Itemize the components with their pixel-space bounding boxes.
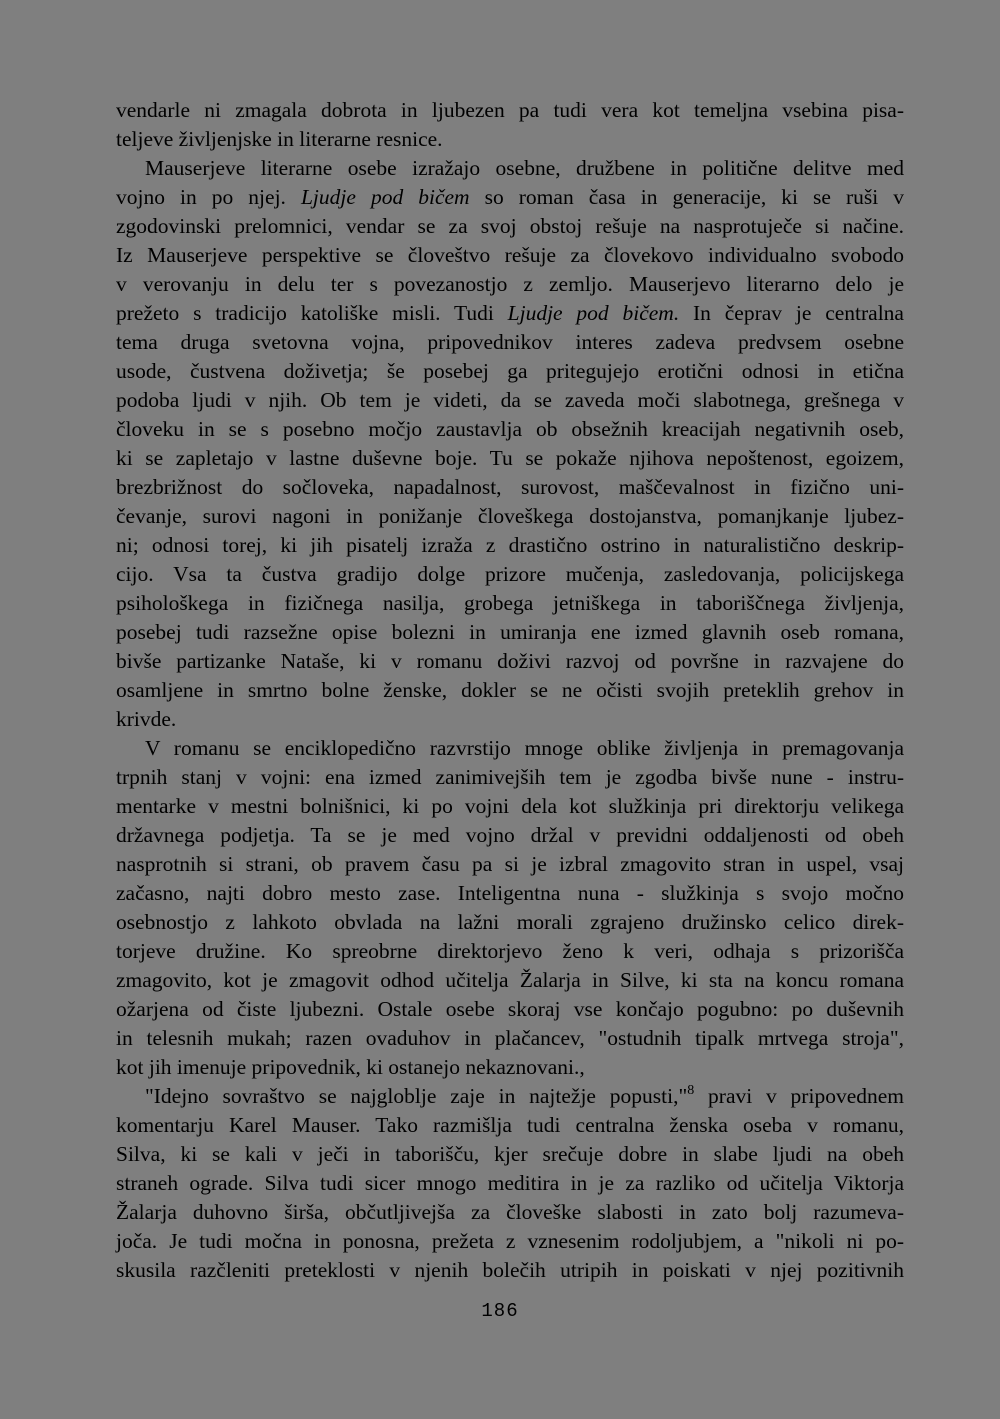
- text-line-content: skusila razčleniti preteklosti v njenih bolečih utripih in poiskati v njej pozitivnih: [116, 1258, 904, 1282]
- text-segment: In čeprav je centralna: [679, 301, 904, 325]
- text-line-content: [116, 299, 904, 328]
- text-line-content: posebej tudi razsežne opise bolezni in umiranja ene izmed glavnih oseb romana,: [116, 620, 904, 644]
- text-line: [116, 879, 904, 908]
- text-line-content: teljeve življenjske in literarne resnice.: [116, 127, 443, 151]
- text-line: [116, 821, 904, 850]
- text-line: [116, 531, 904, 560]
- text-line: [116, 270, 904, 299]
- text-line: [116, 328, 904, 357]
- text-line-content: ki se zapletajo v lastne duševne boje. Tu se pokaže njihova nepoštenost, egoizem,: [116, 446, 904, 470]
- text-line-content: straneh ograde. Silva tudi sicer mnogo meditira in je za razliko od učitelja Viktorja: [116, 1171, 904, 1195]
- text-line-content: državnega podjetja. Ta se je med vojno držal v previdni oddaljenosti od obeh: [116, 823, 904, 847]
- text-line-content: vendarle ni zmagala dobrota in ljubezen pa tudi vera kot temeljna vsebina pisa-: [116, 98, 904, 122]
- text-segment: pravi v pripovednem: [694, 1084, 904, 1108]
- text-line: [116, 1111, 904, 1140]
- text-line-content: tema druga svetovna vojna, pripovednikov interes zadeva predvsem osebne: [116, 330, 904, 354]
- text-segment: "Idejno sovraštvo se najgloblje zaje in najtežje popusti,": [145, 1084, 688, 1108]
- text-line: [116, 1140, 904, 1169]
- text-line-content: cijo. Vsa ta čustva gradijo dolge prizore mučenja, zasledovanja, policijskega: [116, 562, 904, 586]
- italic-title: Ljudje pod bičem: [300, 185, 470, 209]
- text-line-content: Iz Mauserjeve perspektive se človeštvo rešuje za človekovo individualno svobodo: [116, 243, 904, 267]
- text-line-content: ožarjena od čiste ljubezni. Ostale osebe skoraj vse končajo pogubno: po duševnih: [116, 997, 904, 1021]
- text-line: [116, 676, 904, 705]
- text-segment: vojno in po njej.: [116, 185, 301, 209]
- text-line: [116, 183, 904, 212]
- text-line: [116, 995, 904, 1024]
- text-line: [116, 154, 904, 183]
- text-line-content: joča. Je tudi močna in ponosna, prežeta z vznesenim rodoljubjem, a "nikoli ni po-: [116, 1229, 904, 1253]
- text-line: [116, 299, 904, 328]
- text-line-content: in telesnih mukah; razen ovaduhov in plačancev, "ostudnih tipalk mrtvega stroja",: [116, 1026, 904, 1050]
- text-line-content: trpnih stanj v vojni: ena izmed zanimivejših tem je zgodba bivše nune - instru-: [116, 765, 904, 789]
- text-line: [116, 415, 904, 444]
- text-line-content: čevanje, surovi nagoni in ponižanje človeškega dostojanstva, pomanjkanje ljubez-: [116, 504, 904, 528]
- text-line: [116, 1082, 904, 1111]
- text-line: [116, 618, 904, 647]
- text-line-content: krivde.: [116, 707, 177, 731]
- text-line-content: kot jih imenuje pripovednik, ki ostanejo nekaznovani.,: [116, 1055, 585, 1079]
- text-line: [116, 705, 904, 734]
- text-line-content: Mauserjeve literarne osebe izražajo osebne, družbene in politične delitve med: [145, 156, 904, 180]
- text-line: [116, 1024, 904, 1053]
- text-line-content: podoba ljudi v njih. Ob tem je videti, da se zaveda moči slabotnega, grešnega v: [116, 388, 904, 412]
- text-line-content: v verovanju in delu ter s povezanostjo z zemljo. Mauserjevo literarno delo je: [116, 272, 904, 296]
- text-line-content: zgodovinski prelomnici, vendar se za svoj obstoj rešuje na nasprotuječe si načine.: [116, 214, 904, 238]
- text-line-content: [145, 1082, 904, 1111]
- text-line: [116, 241, 904, 270]
- text-line: [116, 96, 904, 125]
- text-line: [116, 212, 904, 241]
- text-line: [116, 792, 904, 821]
- text-line-content: človeku in se s posebno močjo zaustavlja ob obsežnih kreacijah negativnih oseb,: [116, 417, 904, 441]
- text-line: [116, 1227, 904, 1256]
- text-line: [116, 1256, 904, 1285]
- text-line: [116, 125, 904, 154]
- text-line: [116, 502, 904, 531]
- text-line-content: V romanu se enciklopedično razvrstijo mnoge oblike življenja in premagovanja: [145, 736, 904, 760]
- italic-title: Ljudje pod bičem.: [507, 301, 680, 325]
- document-body: [116, 96, 904, 1285]
- footnote-marker: 8: [687, 1083, 695, 1098]
- text-line: [116, 560, 904, 589]
- text-line: [116, 357, 904, 386]
- text-line: [116, 444, 904, 473]
- text-line-content: usode, čustvena doživetja; še posebej ga pritegujejo erotični odnosi in etična: [116, 359, 904, 383]
- text-line-content: torjeve družine. Ko spreobrne direktorjevo ženo k veri, odhaja s prizorišča: [116, 939, 904, 963]
- text-line-content: začasno, najti dobro mesto zase. Inteligentna nuna - služkinja s svojo močno: [116, 881, 904, 905]
- text-segment: so roman časa in generacije, ki se ruši v: [469, 185, 904, 209]
- text-line-content: Žalarja duhovno širša, občutljivejša za človeške slabosti in zato bolj razumeva-: [116, 1200, 904, 1224]
- text-line: [116, 473, 904, 502]
- text-line: [116, 937, 904, 966]
- page-number: 186: [481, 1300, 519, 1322]
- text-line-content: ni; odnosi torej, ki jih pisatelj izraža z drastično ostrino in naturalistično deskrip-: [116, 533, 904, 557]
- text-line: [116, 1053, 904, 1082]
- text-line: [116, 763, 904, 792]
- text-line: [116, 386, 904, 415]
- text-line-content: [116, 183, 904, 212]
- text-line: [116, 589, 904, 618]
- text-line-content: psihološkega in fizičnega nasilja, grobega jetniškega in taboriščnega življenja,: [116, 591, 904, 615]
- text-line-content: osamljene in smrtno bolne ženske, dokler se ne očisti svojih preteklih grehov in: [116, 678, 904, 702]
- text-line: [116, 966, 904, 995]
- text-line-content: brezbrižnost do sočloveka, napadalnost, surovost, maščevalnost in fizično uni-: [116, 475, 904, 499]
- text-line: [116, 908, 904, 937]
- text-line-content: bivše partizanke Nataše, ki v romanu doživi razvoj od površne in razvajene do: [116, 649, 904, 673]
- text-line: [116, 1198, 904, 1227]
- text-line-content: komentarju Karel Mauser. Tako razmišlja tudi centralna ženska oseba v romanu,: [116, 1113, 904, 1137]
- text-line: [116, 1169, 904, 1198]
- text-line-content: nasprotnih si strani, ob pravem času pa si je izbral zmagovito stran in uspel, vsaj: [116, 852, 904, 876]
- text-line: [116, 734, 904, 763]
- text-line-content: osebnostjo z lahkoto obvlada na lažni morali zgrajeno družinsko celico direk-: [116, 910, 904, 934]
- text-line: [116, 850, 904, 879]
- text-line-content: zmagovito, kot je zmagovit odhod učitelja Žalarja in Silve, ki sta na koncu romana: [116, 968, 904, 992]
- text-line-content: Silva, ki se kali v ječi in taborišču, kjer srečuje dobre in slabe ljudi na obeh: [116, 1142, 904, 1166]
- text-segment: prežeto s tradicijo katoliške misli. Tudi: [116, 301, 508, 325]
- text-line: [116, 647, 904, 676]
- text-line-content: mentarke v mestni bolnišnici, ki po vojni dela kot služkinja pri direktorju velikega: [116, 794, 904, 818]
